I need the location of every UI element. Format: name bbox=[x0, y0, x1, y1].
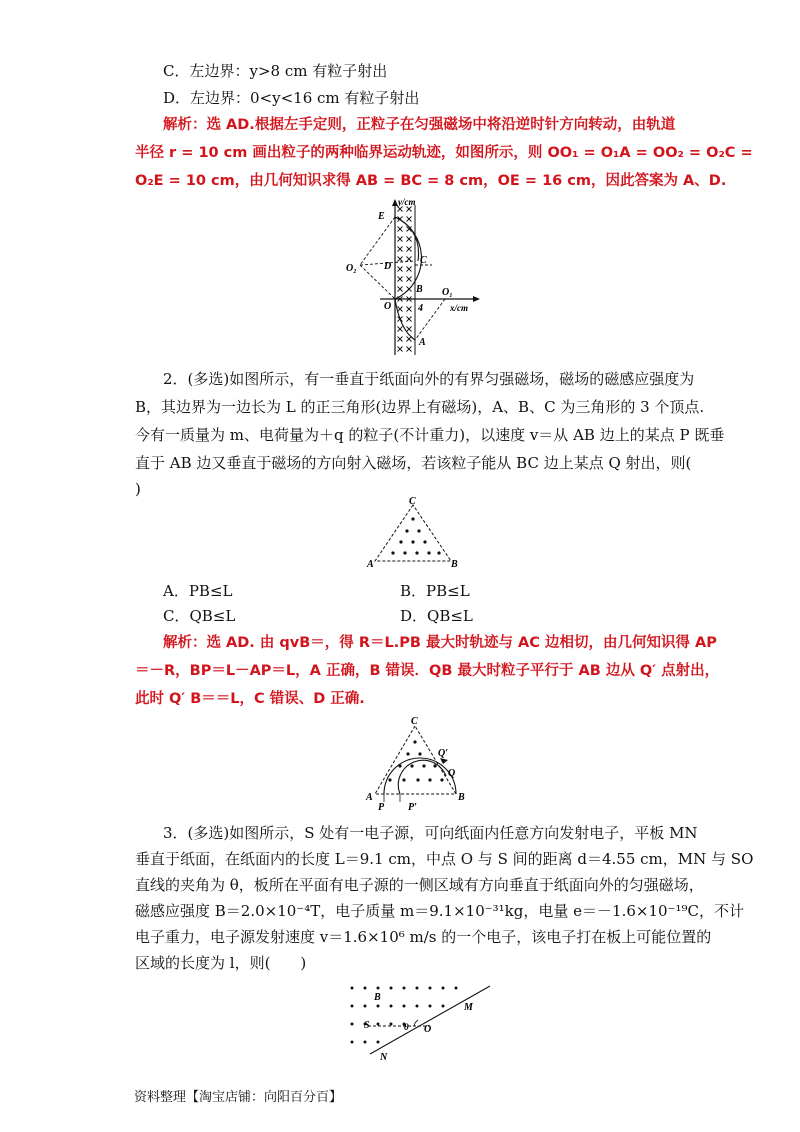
fig2-label-b: B bbox=[451, 559, 458, 570]
q2-analysis-line: 此时 Q′ B＝＝L，C 错误、D 正确. bbox=[135, 691, 365, 707]
q2-option-c: C．QB≤L bbox=[163, 607, 236, 625]
figure-magnetic-boundary-trajectories bbox=[340, 195, 490, 360]
q1-analysis-line: O₂E = 10 cm，由几何知识求得 AB = BC = 8 cm，OE = 16 cm，因此答案为 A、D. bbox=[135, 173, 727, 189]
fig4-label-theta: θ bbox=[404, 1022, 409, 1032]
fig4-label-n: N bbox=[380, 1052, 388, 1062]
fig3-label-q: Q bbox=[448, 768, 456, 779]
fig2-label-a: A bbox=[367, 559, 374, 570]
fig4-label-b: B bbox=[374, 992, 381, 1003]
q1-option-c: C．左边界：y>8 cm 有粒子射出 bbox=[163, 62, 388, 80]
q3-stem-line: 直线的夹角为 θ，板所在平面有电子源的一侧区域有方向垂直于纸面向外的匀强磁场， bbox=[135, 876, 704, 894]
q1-option-d: D．左边界：0<y<16 cm 有粒子射出 bbox=[163, 89, 420, 107]
q3-stem-line: 磁感应强度 B＝2.0×10⁻⁴T，电子质量 m＝9.1×10⁻³¹kg，电量 e＝－1.6×10⁻¹⁹C，不计 bbox=[135, 902, 744, 920]
q2-stem-line: 今有一质量为 m、电荷量为＋q 的粒子(不计重力)，以速度 v＝从 AB 边上的某点 P 既垂 bbox=[135, 426, 725, 444]
fig4-label-s: S bbox=[364, 1020, 370, 1031]
q2-analysis-line: ＝－R，BP＝L－AP＝L，A 正确，B 错误．QB 最大时粒子平行于 AB 边从 Q′ 点射出， bbox=[135, 663, 720, 679]
q2-option-a: A．PB≤L bbox=[163, 582, 233, 600]
fig3-label-q-prime: Q′ bbox=[438, 748, 449, 759]
fig1-label-4: 4 bbox=[418, 303, 423, 314]
footer-source: 资料整理【淘宝店铺：向阳百分百】 bbox=[134, 1090, 343, 1105]
q2-stem-line: 直于 AB 边又垂直于磁场的方向射入磁场，若该粒子能从 BC 边上某点 Q 射出，则( bbox=[135, 454, 692, 472]
q2-stem-line: B，其边界为一边长为 L 的正三角形(边界上有磁场)，A、B、C 为三角形的 3 个顶点. bbox=[135, 398, 705, 416]
q3-stem-line: 电子重力，电子源发射速度 v＝1.6×10⁶ m/s 的一个电子，该电子打在板上可能位置的 bbox=[135, 928, 712, 946]
figure-electron-source-plate bbox=[340, 980, 500, 1062]
fig3-label-b: B bbox=[458, 792, 465, 803]
fig2-label-c: C bbox=[409, 496, 416, 507]
fig1-label-d: D bbox=[384, 261, 392, 272]
q2-option-d: D．QB≤L bbox=[400, 607, 473, 625]
q3-stem-line: 区域的长度为 l，则( ) bbox=[135, 954, 307, 972]
q3-stem-line: 垂直于纸面，在纸面内的长度 L＝9.1 cm，中点 O 与 S 间的距离 d＝4.55 cm，MN 与 SO bbox=[135, 850, 754, 868]
q2-analysis-line: 解析：选 AD. 由 qvB＝，得 R＝L.PB 最大时轨迹与 AC 边相切，由几何知识得 AP bbox=[163, 635, 717, 651]
fig1-x-axis-label: x/cm bbox=[450, 303, 468, 313]
figure-triangle-trajectory bbox=[360, 712, 480, 812]
q2-stem-line: 2．(多选)如图所示，有一垂直于纸面向外的有界匀强磁场，磁场的磁感应强度为 bbox=[163, 370, 695, 388]
fig1-label-b: B bbox=[416, 284, 423, 295]
fig1-label-o: O bbox=[384, 301, 392, 312]
fig3-label-c: C bbox=[411, 716, 418, 727]
fig1-y-axis-label: y/cm bbox=[398, 197, 416, 207]
fig4-label-m: M bbox=[464, 1002, 473, 1013]
fig4-label-o: O bbox=[424, 1024, 432, 1035]
fig1-label-o1: O₁ bbox=[442, 287, 453, 298]
fig1-label-c: C bbox=[420, 255, 427, 266]
fig1-label-o2: O₂ bbox=[346, 263, 357, 274]
fig3-label-p-prime: P′ bbox=[408, 802, 417, 812]
q2-option-b: B．PB≤L bbox=[400, 582, 470, 600]
figure-triangle-field bbox=[365, 495, 465, 573]
fig3-label-p: P bbox=[378, 802, 385, 812]
fig1-label-e: E bbox=[378, 211, 385, 222]
q1-analysis-line: 半径 r = 10 cm 画出粒子的两种临界运动轨迹，如图所示，则 OO₁ = O₁A = OO₂ = O₂C = bbox=[135, 145, 753, 161]
fig3-label-a: A bbox=[366, 792, 373, 803]
q1-analysis-line: 解析：选 AD.根据左手定则，正粒子在匀强磁场中将沿逆时针方向转动，由轨道 bbox=[163, 117, 676, 133]
fig1-label-a: A bbox=[419, 337, 426, 348]
q3-stem-line: 3．(多选)如图所示，S 处有一电子源，可向纸面内任意方向发射电子，平板 MN bbox=[163, 824, 698, 842]
q2-stem-line: ) bbox=[135, 480, 141, 498]
